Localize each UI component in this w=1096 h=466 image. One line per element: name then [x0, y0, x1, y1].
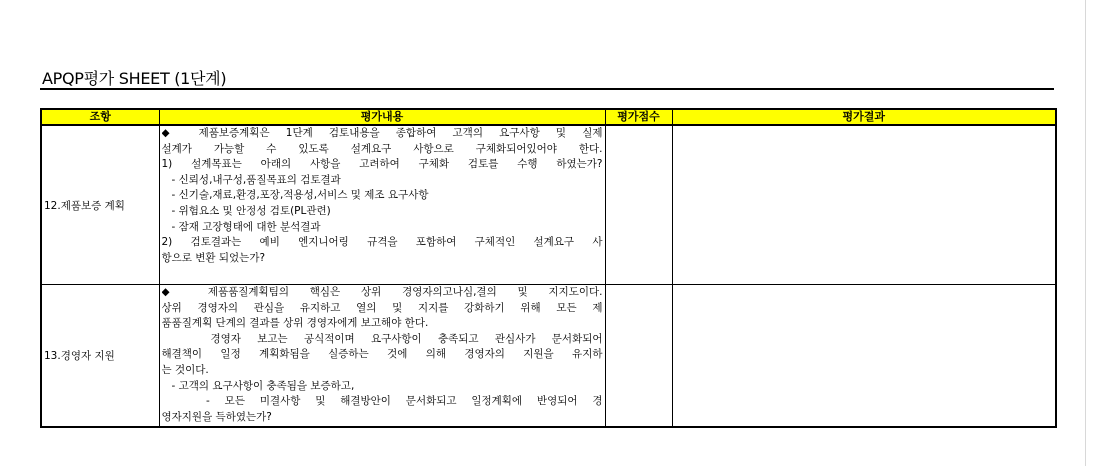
- content-line: - 위험요소 및 안정성 검토(PL관련): [161, 204, 331, 217]
- table-header-row: [41, 109, 1056, 125]
- content-line: - 신뢰성,내구성,품질목표의 검토결과: [161, 173, 341, 186]
- clause-cell[interactable]: 12.제품보증 계획: [41, 125, 159, 285]
- content-line: 상위 경영자의 관심을 유지하고 열의 및 지지를 강화하기 위해 모든 제: [161, 301, 603, 314]
- sheet-gridline: [1085, 0, 1086, 466]
- content-line: 는 것이다.: [161, 363, 209, 376]
- content-line: - 모든 미결사항 및 해결방안이 문서화되고 일정계획에 반영되어 경: [161, 395, 603, 408]
- header-clause[interactable]: 조항: [41, 109, 159, 125]
- score-cell[interactable]: [605, 125, 672, 285]
- content-line: 해결책이 일정 계획화됨을 실증하는 것에 의해 경영자의 지원을 유지하: [161, 348, 603, 361]
- content-cell[interactable]: [159, 285, 605, 428]
- content-line: - 잠재 고장형태에 대한 분석결과: [161, 220, 321, 233]
- content-line: 1) 설계목표는 아래의 사항을 고려하여 구체화 검토를 수행 하였는가?: [161, 158, 603, 171]
- header-score[interactable]: 평가점수: [605, 109, 672, 125]
- result-cell[interactable]: [672, 285, 1056, 428]
- content-line: 품품질계획 단계의 결과를 상위 경영자에게 보고해야 한다.: [161, 317, 429, 330]
- title-underline: [40, 88, 1054, 90]
- result-cell[interactable]: [672, 125, 1056, 285]
- content-line: 항으로 변환 되었는가?: [161, 251, 266, 264]
- content-line: - 고객의 요구사항이 충족됨을 보증하고,: [161, 379, 355, 392]
- sheet-title: APQP평가 SHEET (1단계): [42, 69, 227, 88]
- header-result[interactable]: 평가결과: [672, 109, 1056, 125]
- evaluation-table: [40, 108, 1057, 428]
- header-content[interactable]: 평가내용: [159, 109, 605, 125]
- table-row: [41, 125, 1056, 285]
- content-line: 영자지원을 득하였는가?: [161, 410, 272, 423]
- content-line: 2) 검토결과는 예비 엔지니어링 규격을 포함하여 구체적인 설계요구 사: [161, 236, 603, 249]
- content-line: ◆ 제품보증계획은 1단계 검토내용을 종합하여 고객의 요구사항 및 실제: [161, 127, 603, 139]
- score-cell[interactable]: [605, 285, 672, 428]
- content-line: ◆ 제품품질계획팀의 핵심은 상위 경영자의고나심,결의 및 지지도이다.: [161, 286, 603, 298]
- content-line: - 신기술,재료,환경,포장,적용성,서비스 및 제조 요구사항: [161, 189, 429, 202]
- content-cell[interactable]: [159, 125, 605, 285]
- table-row: [41, 285, 1056, 428]
- clause-cell[interactable]: 13.경영자 지원: [41, 285, 159, 428]
- content-line: 경영자 보고는 공식적이며 요구사항이 충족되고 관심사가 문서화되어: [161, 332, 603, 345]
- content-line: 설계가 가능할 수 있도록 설계요구 사항으로 구체화되어있어야 한다.: [161, 142, 603, 155]
